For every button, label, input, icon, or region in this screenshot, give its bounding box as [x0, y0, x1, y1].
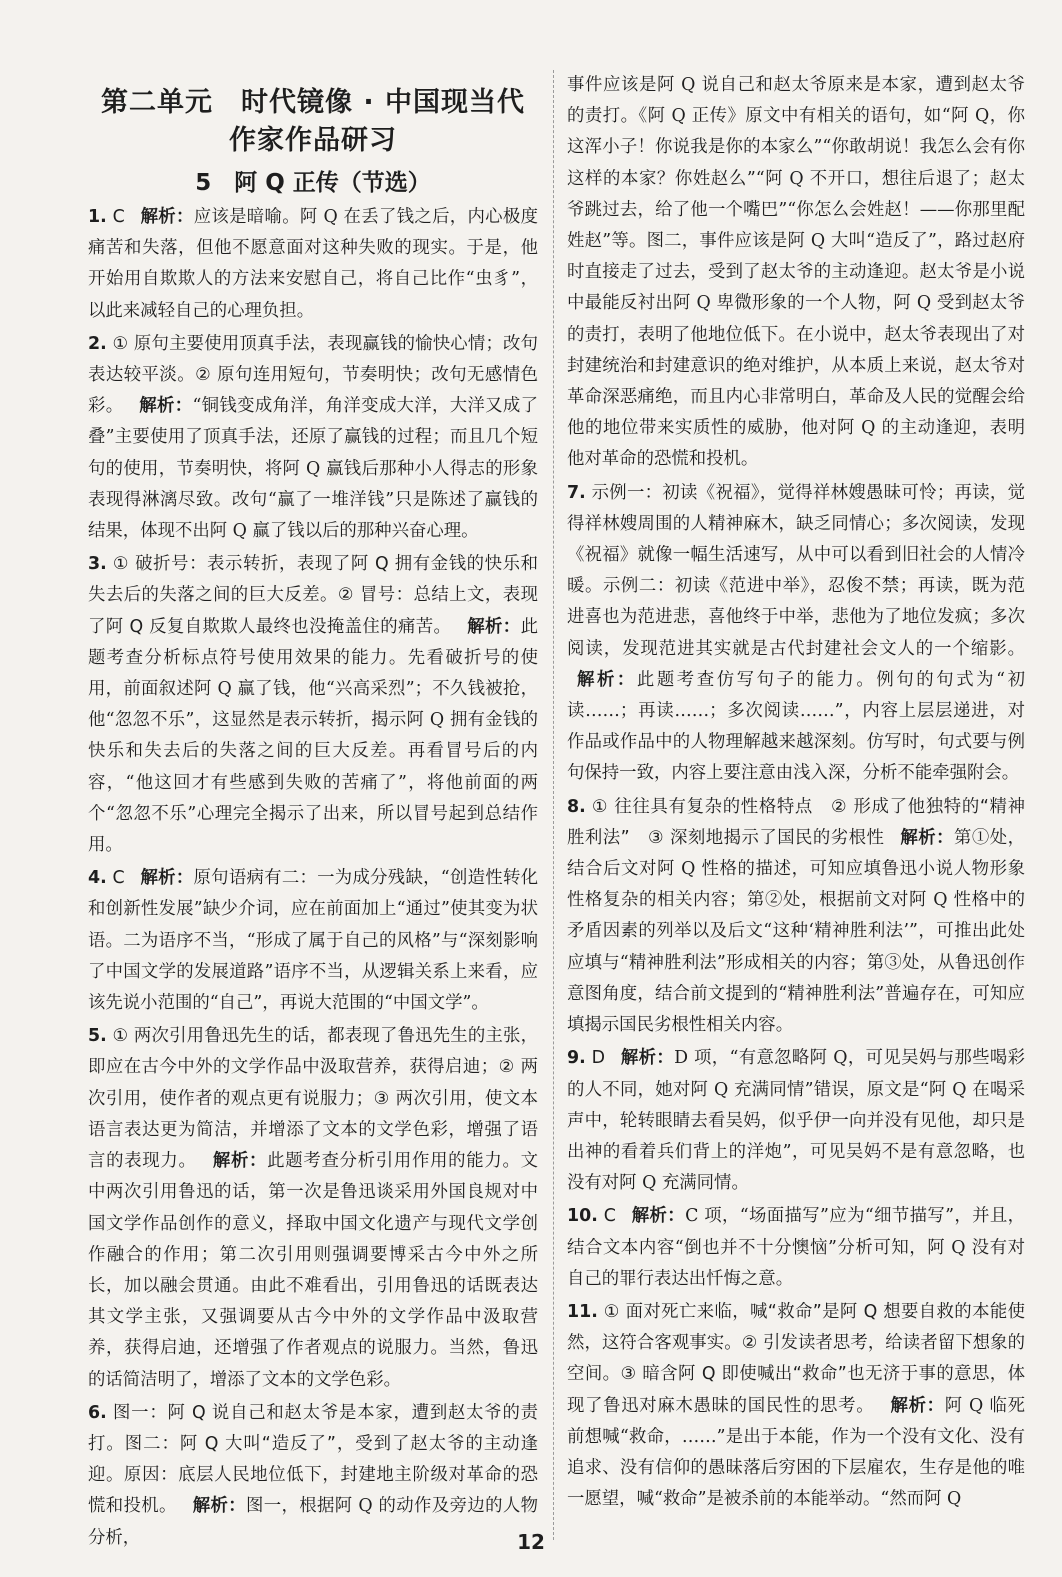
jiexi-label: 解析：: [631, 1206, 686, 1227]
item-number: 1.: [88, 207, 107, 227]
item-answer: C: [112, 207, 125, 227]
unit-title: [88, 84, 538, 160]
item-analysis: C 项，“场面描写”应为“细节描写”，并且，结合文本内容“倒也并不十分懊恼”分析可知，阿 Q 没有对自己的罪行表达出忏悔之意。: [567, 1206, 1026, 1289]
answer-item-10: [567, 1201, 1025, 1295]
item-analysis: 应该是暗喻。阿 Q 在丢了钱之后，内心极度痛苦和失落，但他不愿意面对这种失败的现实。于是，他开始用自欺欺人的方法来安慰自己，将自己比作“虫豸”，以此来减轻自己的心理负担。: [88, 207, 538, 321]
item-number: 7.: [567, 482, 586, 503]
lesson-title: 5 阿 Q 正传（节选）: [195, 170, 431, 196]
unit-title-line-1: 第二单元 时代镜像 · 中国现当代: [100, 87, 526, 118]
jiexi-label: 解析：: [139, 396, 193, 417]
answer-item-3: [88, 549, 538, 861]
item-analysis: 此题考查分析引用作用的能力。文中两次引用鲁迅的话，第一次是鲁迅谈采用外国良规对中国文学作品创作的意义，择取中国文化遗产与现代文学创作融合的作用；第二次引用则强调要博采古今中外之所长，加以融会贯通。由此不难看出，引用鲁迅的话既表达其文学主张，又强调要从古今中外的文学作品中汲取营养，获得启迪，还增强了作者观点的说服力。当然，鲁迅的话简洁明了，增添了文本的文学色彩。: [88, 1151, 538, 1390]
item-answer: D: [591, 1048, 606, 1069]
item-number: 4.: [88, 868, 107, 889]
answer-item-1: [88, 202, 538, 327]
unit-title-line-2: 作家作品研习: [229, 125, 397, 156]
item-number: 5.: [88, 1026, 107, 1047]
item-analysis: 第①处，结合后文对阿 Q 性格的描述，可知应填鲁迅小说人物形象性格复杂的相关内容；第②处，根据前文对阿 Q 性格中的矛盾因素的列举以及后文“这种‘精神胜利法’”，可推出此处应填与“精神胜利法”形成相关的内容；第③处，从鲁迅创作意图角度，结合前文提到的“精神胜利法”普遍存在，可知应填揭示国民劣根性相关内容。: [567, 827, 1025, 1036]
item-answer: C: [603, 1206, 616, 1227]
item-number: 11.: [567, 1301, 598, 1322]
item-number: 6.: [88, 1402, 107, 1423]
item-number: 8.: [567, 796, 586, 817]
jiexi-label: 解析：: [212, 1151, 268, 1172]
answer-item-6-continued: [567, 70, 1025, 476]
item-analysis: 此题考查仿写句子的能力。例句的句式为“初读……；再读……；多次阅读……”，内容上层层递进，对作品或作品中的人物理解越来越深刻。仿写时，句式要与例句保持一致，内容上要注意由浅入深，分析不能牵强附会。: [567, 669, 1025, 784]
jiexi-label: 解析：: [467, 616, 521, 637]
item-analysis: 阿 Q 临死前想喊“救命，……”是出于本能，作为一个没有文化、没有追求、没有信仰的愚昧落后穷困的下层雇农，生存是他的唯一愿望，喊“救命”是被杀前的本能举动。“然而阿 Q: [567, 1395, 1025, 1510]
answer-item-7: [567, 478, 1025, 790]
item-answer: ① 两次引用鲁迅先生的话，都表现了鲁迅先生的主张，即应在古今中外的文学作品中汲取营养，获得启迪；② 两次引用，使作者的观点更有说服力；③ 两次引用，使文本语言表达更为简洁，并增添了文本的文学色彩，增强了语言的表现力。: [88, 1026, 538, 1172]
item-number: 2.: [88, 333, 107, 354]
item-analysis: 图一，根据阿 Q 的动作及旁边的人物分析，: [88, 1496, 538, 1548]
jiexi-label: 解析：: [192, 1496, 246, 1517]
column-divider: [553, 70, 554, 1540]
answer-item-5: [88, 1021, 538, 1395]
item-answer: ① 原句主要使用顶真手法，表现赢钱的愉快心情；改句表达较平淡。② 原句连用短句，节奏明快；改句无感情色彩。: [88, 333, 538, 417]
jiexi-label: 解析：: [140, 207, 194, 227]
answer-item-2: [88, 329, 538, 547]
item-analysis: 事件应该是阿 Q 说自己和赵太爷原来是本家，遭到赵太爷的责打。《阿 Q 正传》原文中有相关的语句，如“阿 Q，你这浑小子！你说我是你的本家么”“你敢胡说！我怎么会有你这样的本家？你姓赵么”“阿 Q 不开口，想往后退了；赵太爷跳过去，给了他一个嘴巴”“你怎么会姓赵！——你那里配姓赵”等。图二，事件应该是阿 Q 大叫“造反了”，路过赵府时直接走了过去，受到了赵太爷的主动逢迎。赵太爷是小说中最能反衬出阿 Q 卑微形象的一个人物，阿 Q 受到赵太爷的责打，表明了他地位低下。在小说中，赵太爷表现出了对封建统治和封建意识的绝对维护，从本质上来说，赵太爷对革命深恶痛绝，而且内心非常明白，革命及人民的觉醒会给他的地位带来实质性的威胁，他对阿 Q 的主动逢迎，表明他对革命的恐慌和投机。: [567, 75, 1025, 470]
item-answer: C: [112, 868, 125, 889]
jiexi-label: 解析：: [900, 827, 954, 848]
jiexi-label: 解析：: [577, 669, 637, 690]
answer-item-11: [567, 1297, 1025, 1515]
item-number: 10.: [567, 1206, 598, 1227]
jiexi-label: 解析：: [620, 1048, 675, 1069]
answer-item-8: [567, 792, 1025, 1042]
jiexi-label: 解析：: [890, 1395, 945, 1416]
right-column: [567, 70, 1025, 1517]
answer-item-4: [88, 863, 538, 1019]
item-answer: 示例一：初读《祝福》，觉得祥林嫂愚昧可怜；再读，觉得祥林嫂周围的人精神麻木，缺乏同情心；多次阅读，发现《祝福》就像一幅生活速写，从中可以看到旧社会的人情冷暖。示例二：初读《范进中举》，忍俊不禁；再读，既为范进喜也为范进悲，喜他终于中举，悲他为了地位发疯；多次阅读，发现范进其实就是古代封建社会文人的一个缩影。: [567, 482, 1025, 659]
answer-item-9: [567, 1043, 1025, 1199]
item-answer: ① 破折号：表示转折，表现了阿 Q 拥有金钱的快乐和失去后的失落之间的巨大反差。② 冒号：总结上文，表现了阿 Q 反复自欺欺人最终也没掩盖住的痛苦。: [88, 554, 538, 637]
item-analysis: “铜钱变成角洋，角洋变成大洋，大洋又成了叠”主要使用了顶真手法，还原了赢钱的过程；而且几个短句的使用，节奏明快，将阿 Q 赢钱后那种小人得志的形象表现得淋漓尽致。改句“赢了一堆洋钱”只是陈述了赢钱的结果，体现不出阿 Q 赢了钱以后的那种兴奋心理。: [88, 396, 538, 542]
item-analysis: 此题考查分析标点符号使用效果的能力。先看破折号的使用，前面叙述阿 Q 赢了钱，他“兴高采烈”；不久钱被抢，他“忽忽不乐”，这显然是表示转折，揭示阿 Q 拥有金钱的快乐和失去后的失落之间的巨大反差。再看冒号后的内容，“他这回才有些感到失败的苦痛了”，将他前面的两个“忽忽不乐”心理完全揭示了出来，所以冒号起到总结作用。: [88, 616, 538, 856]
item-analysis: 原句语病有二：一为成分残缺，“创造性转化和创新性发展”缺少介词，应在前面加上“通过”使其变为状语。二为语序不当，“形成了属于自己的风格”与“深刻影响了中国文学的发展道路”语序不当，从逻辑关系上来看，应该先说小范围的“自己”，再说大范围的“中国文学”。: [88, 868, 538, 1014]
item-answer: 图一：阿 Q 说自己和赵太爷是本家，遭到赵太爷的责打。图二：阿 Q 大叫“造反了”，受到了赵太爷的主动逢迎。原因：底层人民地位低下，封建地主阶级对革命的恐慌和投机。: [88, 1402, 538, 1517]
item-analysis: D 项，“有意忽略阿 Q，可见吴妈与那些喝彩的人不同，她对阿 Q 充满同情”错误，原文是“阿 Q 在喝采声中，轮转眼睛去看吴妈，似乎伊一向并没有见他，却只是出神的看着兵们背上的洋炮”，可见吴妈不是有意忽略，也没有对阿 Q 充满同情。: [567, 1048, 1025, 1194]
item-answer: ① 往往具有复杂的性格特点 ② 形成了他独特的“精神胜利法” ③ 深刻地揭示了国民的劣根性: [567, 796, 1026, 848]
jiexi-label: 解析：: [140, 868, 194, 889]
item-answer: ① 面对死亡来临，喊“救命”是阿 Q 想要自救的本能使然，这符合客观事实。② 引发读者思考，给读者留下想象的空间。③ 暗含阿 Q 即使喊出“救命”也无济于事的意思，体现了鲁迅对麻木愚昧的国民性的思考。: [567, 1301, 1026, 1416]
item-number: 3.: [88, 554, 107, 575]
left-column: [88, 70, 538, 1556]
item-number: 9.: [567, 1048, 586, 1069]
page-number: 12: [517, 1530, 545, 1554]
